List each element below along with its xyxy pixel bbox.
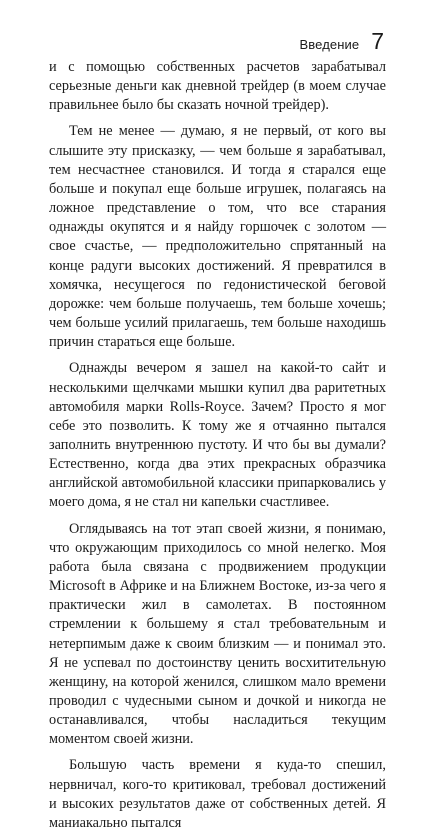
paragraph-5: Большую часть времени я куда-то спешил, нервничал, кого-то критиковал, требовал достижений и высоких результатов даже от собственных детей. Я маниакально пытался — [49, 757, 386, 831]
running-head — [300, 30, 384, 53]
page-number: 7 — [371, 28, 384, 54]
paragraph-2: Тем не менее — думаю, я не первый, от кого вы слышите эту присказку, — чем больше я зарабатывал, тем несчастнее становился. И тогда я старался еще больше и покупал еще больше игрушек, полагаясь на ложное представление о том, что все старания однажды окупятся и я найду горшочек с золотом — свое счастье, — предположительно спрятанный на конце радуги высоких достижений. Я превратился в хомячка, несущегося по гедонистической беговой дорожке: чем больше получаешь, тем больше хочешь; чем больше усилий прилагаешь, тем больше находишь причин стараться еще больше. — [49, 123, 386, 351]
section-title: Введение — [299, 37, 360, 52]
paragraph-4: Оглядываясь на тот этап своей жизни, я понимаю, что окружающим приходилось со мной нелегко. Моя работа была связана с продвижением продукции Microsoft в Африке и на Ближнем Востоке, из-за чего я практически жил в самолетах. В постоянном стремлении к большему я стал требовательным и нетерпимым даже к своим близким — и понимал это. Я не успевал по достоинству ценить восхитительную женщину, на которой женился, слишком мало времени проводил с чудесными сыном и дочкой и никогда не останавливался, чтобы насладиться текущим моментом своей жизни. — [49, 520, 386, 748]
paragraph-3: Однажды вечером я зашел на какой-то сайт и несколькими щелчками мышки купил два раритетных автомобиля марки Rolls-Royce. Зачем? Просто я мог себе это позволить. К тому же я отчаянно пытался заполнить внутреннюю пустоту. И что бы вы думали? Естественно, когда два этих прекрасных образчика английской автомобильной классики припарковались у моего дома, я не стал ни капельки счастливее. — [49, 360, 386, 511]
body-text — [49, 58, 386, 840]
paragraph-1: и с помощью собственных расчетов зарабатывал серьезные деньги как дневной трейдер (в моем случае правильнее было бы сказать ночной трейдер). — [49, 59, 386, 114]
